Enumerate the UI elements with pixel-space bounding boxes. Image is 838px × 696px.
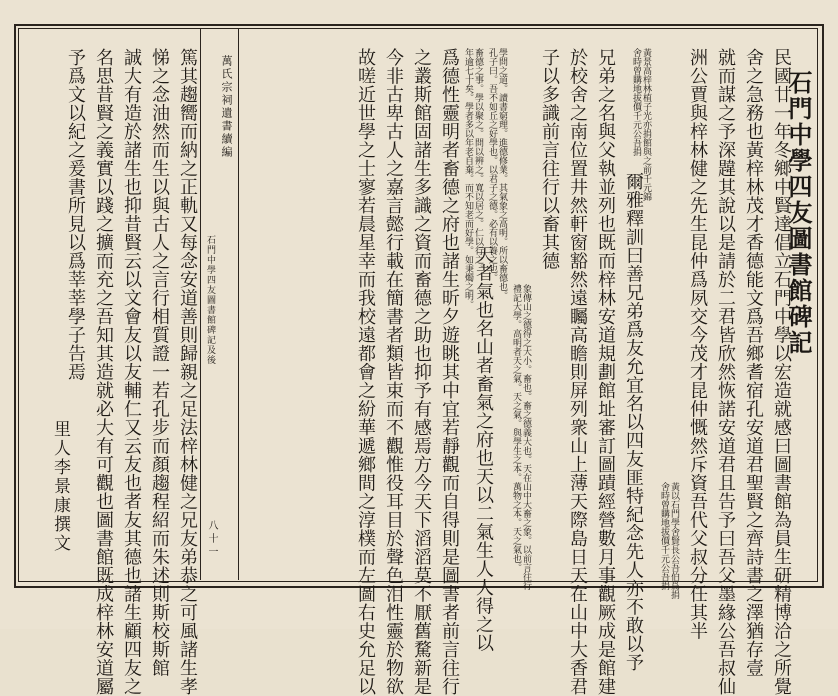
annotation-note-1: 黃以石門學舍賢長公吾伯爲捐 — [669, 482, 679, 599]
page-title: 石門中學四友圖書館碑記 — [784, 70, 813, 356]
text-column-r1: 民國廿一年冬鄉中賢達倡立石門中學以宏造就感曰圖書館為員生研精博洽之所覺 — [771, 48, 792, 696]
text-column-l5: 名思昔賢之義實以踐之擴而充之吾知其造就必大有可觀也圖書館既成梓林安道屬 — [93, 48, 114, 696]
running-subhead: 石門中學四友圖書館碑記及後 — [205, 235, 215, 365]
annotation-note-5: 象傳山之德得之大小。畜也。畜之德義大也。天在山中大畜之象。以前言往行 — [521, 284, 531, 590]
gutter-rule-right — [238, 28, 239, 580]
text-column-l4: 誠大有造於諸生也抑昔賢云以文會友以友輔仁又云友也者友其德也諸生顧四友之 — [121, 48, 142, 696]
text-column-r3: 就而謀之予深韙其說以是請於二君皆欣然恢諾安道君且告予曰吾父墨緣公吾叔仙 — [715, 48, 736, 696]
annotation-note-10: 年逾七十矣。學者多以年老自棄。而不知老而好學。如秉燭之明。 — [463, 48, 473, 309]
annotation-note-3b: 舍時曾購地拔價千元公吾捐 — [631, 48, 641, 156]
annotation-note-9: 畜德之事。學以聚之。問以辨之。寬以居之。仁以行之。 — [473, 48, 483, 273]
text-column-l3: 悌之念油然而生以與古人之言行相質證一若孔步而顏趨程紹而朱述則斯校斯館 — [149, 48, 170, 677]
page-number: 八十一 — [206, 520, 217, 559]
text-column-r12: 今非古卑古人之嘉言懿行載在簡書者類皆束而不觀惟役耳目於聲色泪性靈於物欲 — [383, 48, 404, 696]
text-column-r11: 之叢斯館固諸生多識之資而畜德之助也抑予有感焉方今天下滔滔莫不厭舊騖新是 — [411, 48, 432, 696]
text-column-l1: 故嗟近世學之士寥若晨星幸而我校遠都會之紛華遞鄉間之淳樸而左圖右史允足以 — [355, 48, 376, 696]
text-column-r4: 洲公賈與梓林健之先生昆仲爲夙交今茂才昆仲慨然斥資吾代父叔分任其半 — [687, 48, 708, 640]
annotation-note-6: 禮記大學。高明者天之氣。天之氣。與學生之本。萬物之本。天之氣也。 — [511, 284, 521, 572]
text-column-l6: 予爲文以紀之爰書所見以爲莘莘學子告焉 — [65, 48, 86, 381]
text-column-r9: 天者氣也名山者畜氣之府也天以二氣生人人得之以 — [473, 245, 494, 652]
running-head: 萬氏宗祠遺書續編 — [220, 55, 233, 159]
text-column-r7: 於校舍之南位置井然軒窗豁然遠矚高瞻則屏列衆山上薄天際島日天在山中大香君 — [567, 48, 588, 696]
annotation-note-2: 舍時曾購地拔價千元公吾捐 — [659, 482, 669, 590]
author-signature: 里人李景康撰文 — [50, 420, 70, 553]
text-column-l2: 篤其趨嚮而納之正軌又每念安道善則歸親之足法梓林健之兄友弟恭之可風諸生孝 — [177, 48, 198, 696]
text-column-r8: 子以多識前言往行以畜其德 — [539, 48, 560, 270]
annotation-note-8: 孔子曰。吾不如丘之好學也。以君子之德。必有以養之也。 — [487, 48, 497, 282]
text-column-r6: 兄弟之名與父執並列也既而梓林安道規劃館址審訂圖蹟經營數月事觀厥成是館建 — [595, 48, 616, 696]
annotation-note-3: 黃景高梓林植子光亦捐館與之前千元錦 — [641, 48, 651, 201]
annotation-note-7: 學問之道。讀書窮理。進德修業。其氣象之高明。所以畜德也。 — [497, 48, 507, 300]
text-column-r2: 舍之急務也黃梓林茂才香德能文爲吾鄉耆宿孔安道君聖賢之齊詩書之澤猶存壹 — [743, 48, 764, 677]
text-column-r10: 爲德性靈明者畜德之府也諸生昕夕遊眺其中宜若靜觀而自得則是圖書者前言往行 — [439, 48, 460, 696]
gutter-rule-left — [200, 28, 201, 580]
text-column-r5: 爾雅釋訓曰善兄弟爲友允宜名以四友匪特紀念先人亦不敢以予 — [623, 172, 644, 672]
